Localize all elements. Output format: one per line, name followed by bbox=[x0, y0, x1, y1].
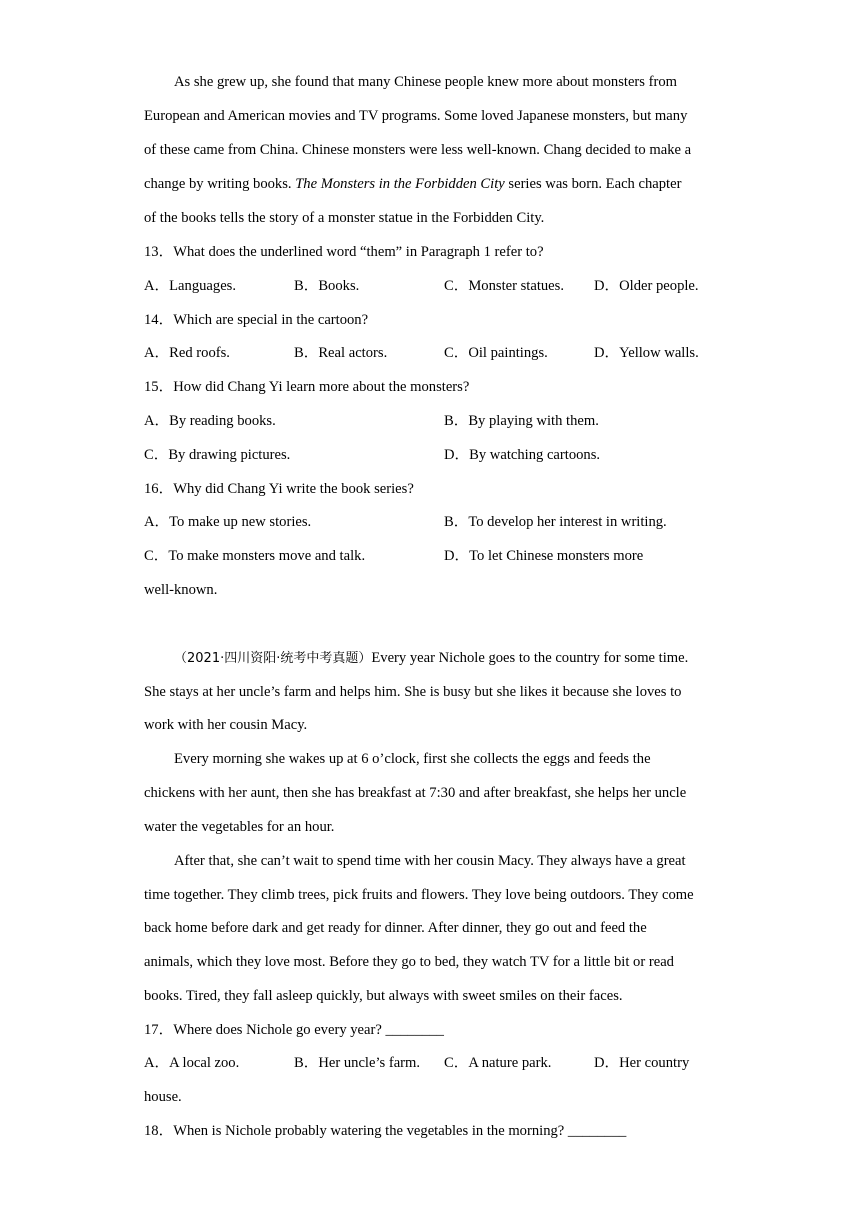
q14-option-b: B．Real actors. bbox=[294, 345, 388, 361]
source-citation: （2021·四川资阳·统考中考真题） bbox=[174, 651, 372, 666]
q17-option-d-wrap: house. bbox=[144, 1089, 182, 1105]
q16-option-a: A．To make up new stories. bbox=[144, 514, 312, 530]
q14-option-a: A．Red roofs. bbox=[144, 345, 230, 361]
passage-line: Every morning she wakes up at 6 o’clock, first she collects the eggs and feeds the bbox=[174, 751, 651, 767]
passage-line: animals, which they love most. Before they go to bed, they watch TV for a little bit or read bbox=[144, 954, 674, 970]
question-16-stem: 16．Why did Chang Yi write the book series? bbox=[144, 481, 414, 497]
passage-line bbox=[144, 174, 681, 194]
q14-option-c: C．Oil paintings. bbox=[444, 345, 548, 361]
q13-option-a: A．Languages. bbox=[144, 278, 236, 294]
passage-line: After that, she can’t wait to spend time with her cousin Macy. They always have a great bbox=[174, 853, 686, 869]
question-18-stem: 18．When is Nichole probably watering the vegetables in the morning? ________ bbox=[144, 1123, 627, 1139]
passage-text: change by writing books. bbox=[144, 176, 296, 192]
q17-option-d: D．Her country bbox=[594, 1055, 690, 1071]
passage-line: time together. They climb trees, pick fruits and flowers. They love being outdoors. They come bbox=[144, 887, 694, 903]
q16-option-c: C．To make monsters move and talk. bbox=[144, 548, 366, 564]
passage-line bbox=[174, 648, 688, 669]
question-13-stem: 13．What does the underlined word “them” in Paragraph 1 refer to? bbox=[144, 244, 544, 260]
q13-option-c: C．Monster statues. bbox=[444, 278, 564, 294]
passage-text: series was born. Each chapter bbox=[504, 176, 682, 192]
q13-option-d: D．Older people. bbox=[594, 278, 699, 294]
question-14-stem: 14．Which are special in the cartoon? bbox=[144, 312, 369, 328]
passage-line: chickens with her aunt, then she has breakfast at 7:30 and after breakfast, she helps her uncle bbox=[144, 785, 687, 801]
passage-line: back home before dark and get ready for dinner. After dinner, they go out and feed the bbox=[144, 920, 647, 936]
q17-option-a: A．A local zoo. bbox=[144, 1055, 240, 1071]
passage-line: of the books tells the story of a monster statue in the Forbidden City. bbox=[144, 210, 545, 226]
passage-line: She stays at her uncle’s farm and helps him. She is busy but she likes it because she loves to bbox=[144, 684, 682, 700]
q16-option-d: D．To let Chinese monsters more bbox=[444, 548, 644, 564]
passage-line: of these came from China. Chinese monsters were less well-known. Chang decided to make a bbox=[144, 142, 692, 158]
q14-option-d: D．Yellow walls. bbox=[594, 345, 699, 361]
passage-text: Every year Nichole goes to the country for some time. bbox=[371, 650, 689, 666]
passage-line: As she grew up, she found that many Chinese people knew more about monsters from bbox=[174, 74, 677, 90]
question-15-stem: 15．How did Chang Yi learn more about the monsters? bbox=[144, 379, 470, 395]
passage-line: books. Tired, they fall asleep quickly, but always with sweet smiles on their faces. bbox=[144, 988, 623, 1004]
book-title: The Monsters in the Forbidden City bbox=[295, 176, 505, 192]
q15-option-d: D．By watching cartoons. bbox=[444, 447, 601, 463]
passage-line: work with her cousin Macy. bbox=[144, 717, 308, 733]
q17-option-c: C．A nature park. bbox=[444, 1055, 552, 1071]
q15-option-c: C．By drawing pictures. bbox=[144, 447, 291, 463]
passage-line: European and American movies and TV programs. Some loved Japanese monsters, but many bbox=[144, 108, 688, 124]
q15-option-b: B．By playing with them. bbox=[444, 413, 599, 429]
q17-option-b: B．Her uncle’s farm. bbox=[294, 1055, 421, 1071]
passage-line: water the vegetables for an hour. bbox=[144, 819, 335, 835]
q16-option-d-wrap: well-known. bbox=[144, 582, 218, 598]
question-17-stem: 17．Where does Nichole go every year? ________ bbox=[144, 1022, 444, 1038]
q16-option-b: B．To develop her interest in writing. bbox=[444, 514, 667, 530]
q13-option-b: B．Books. bbox=[294, 278, 360, 294]
q15-option-a: A．By reading books. bbox=[144, 413, 276, 429]
